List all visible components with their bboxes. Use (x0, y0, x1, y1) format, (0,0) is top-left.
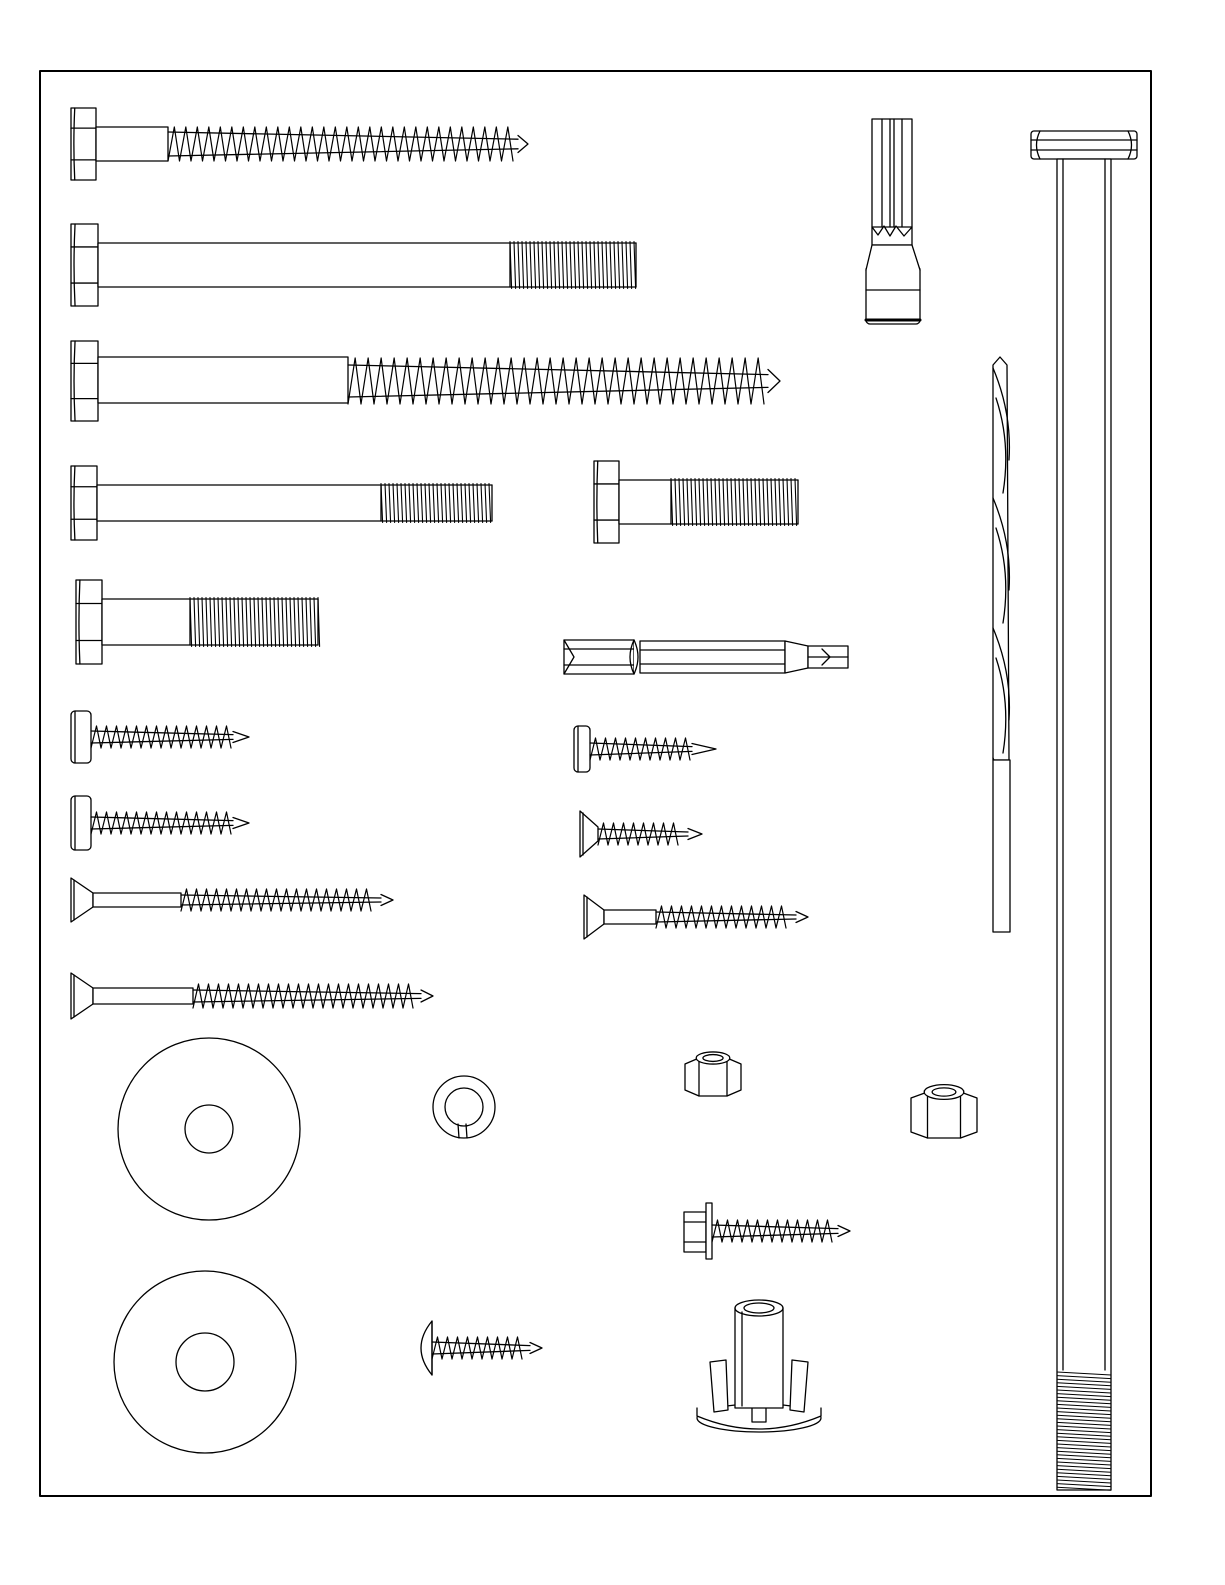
tee-nut-icon (697, 1300, 821, 1432)
pan-head-screw-icon (71, 796, 249, 850)
flat-head-screw-icon (71, 973, 433, 1019)
long-bolt-icon (1031, 131, 1137, 1490)
hex-bolt-icon (71, 224, 636, 306)
pan-head-screw-icon (574, 726, 716, 772)
hex-bolt-icon (594, 461, 798, 543)
lock-nut-icon (685, 1052, 741, 1096)
washer-icon (114, 1271, 296, 1453)
flat-head-screw-icon (584, 895, 808, 939)
flat-head-screw-icon (580, 811, 702, 857)
socket-bit-icon (866, 119, 920, 324)
drill-bit-icon (993, 357, 1010, 932)
lock-washer-icon (433, 1076, 495, 1138)
driver-bit-icon (564, 640, 848, 674)
truss-head-screw-icon (421, 1321, 542, 1375)
flat-head-screw-icon (71, 878, 393, 922)
washer-icon (118, 1038, 300, 1220)
lag-bolt-icon (71, 108, 528, 180)
hex-bolt-icon (76, 580, 320, 664)
hex-bolt-icon (71, 466, 492, 540)
pan-head-screw-icon (71, 711, 249, 763)
hex-washer-screw-icon (684, 1203, 850, 1259)
lock-nut-icon (911, 1085, 977, 1138)
lag-bolt-icon (71, 341, 780, 421)
